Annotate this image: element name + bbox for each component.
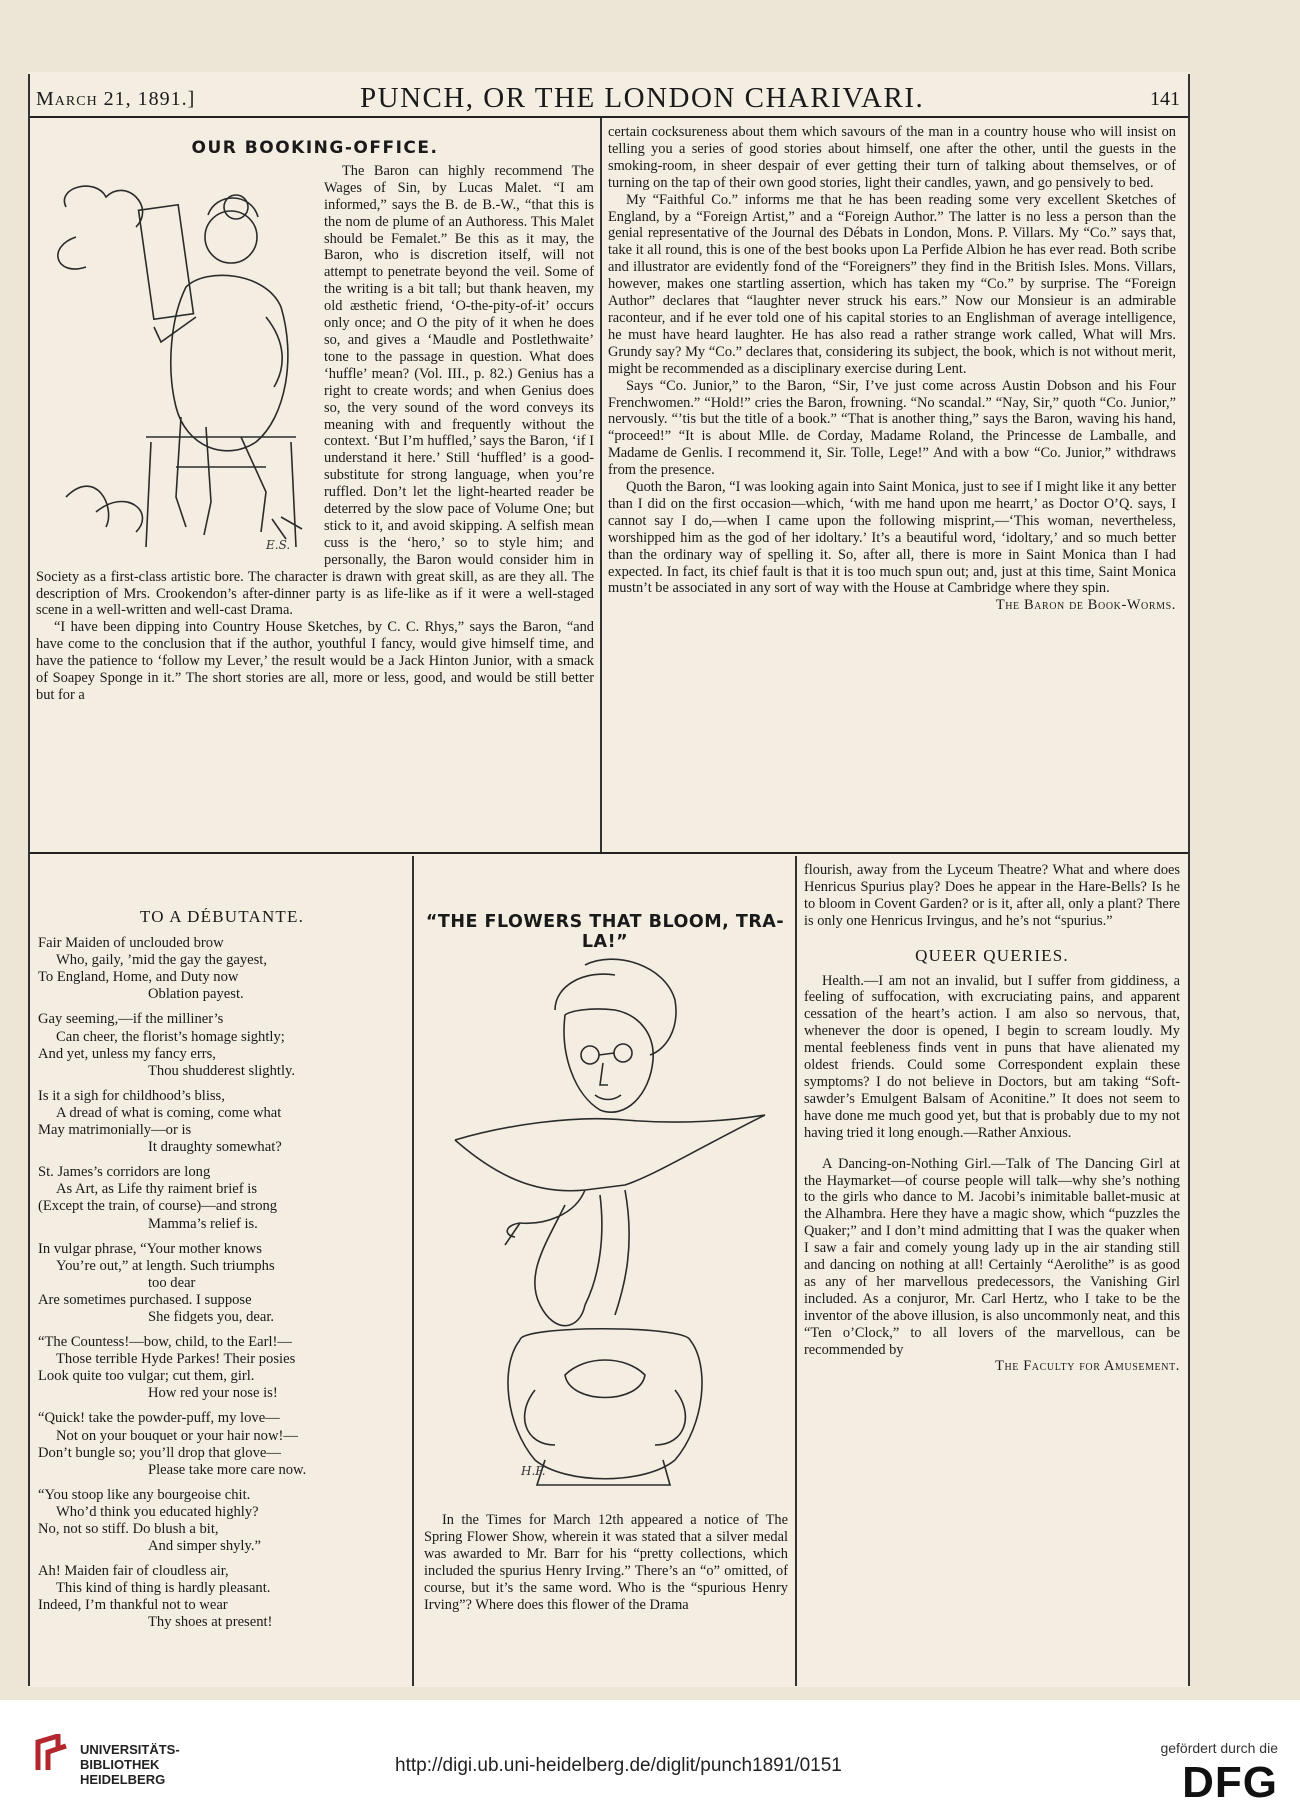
poem-stanza [38,1241,406,1326]
booking-office-heading: OUR BOOKING-OFFICE. [191,140,439,158]
header-date: March 21, 1891.] [36,88,196,110]
poem-stanza [38,1563,406,1631]
booking-paragraph-5: Says “Co. Junior,” to the Baron, “Sir, I’ve just come across Austin Dobson and his Four Frenchwomen.” “Hold!” cries the Baron, frowning. “No scandal.” “Nay, Sir,” quoth “Co. Junior,” nervously. “’tis but the title of a book.” “That is another thing,” says the Baron, waving his hand, “proceed!” “It is about Mlle. de Corday, Madame Roland, the Princesse de Lamballe, and Madame de Genlis. I recommend it, Sir. Tolle, Lege!” And with a bow “Co. Junior,” withdraws from the presence. [608,377,1176,479]
booking-paragraph-4: My “Faithful Co.” informs me that he has been reading some very excellent Sketches of England, by a “Foreign Artist,” and a “Foreign Author.” The latter is no less a person than the genial representative of the Journal des Débats in London, Mons. P. Villars. My “Co.” says that, take it all round, this is one of the best books upon La Perfide Albion he has ever read. Both scribe and illustrator are evidently fond of the “Foreigners” they find in the British Isles. Mons. Villars, however, makes one startling assertion, which has taken my “Co.” by surprise. The “Foreign Author” declares that “laughter never struck his ears.” Now our Monsieur is an admirable raconteur, and if he ever told one of his capital stories to an Englishman of average intelligence, he must have heard laughter. He has also read a rather strange work called, What will Mrs. Grundy say? My “Co.” declares that, considering its subject, the book, which is not without merit, might be recommended as a disciplinary exercise during Lent. [608,191,1176,377]
booking-paragraph-6: Quoth the Baron, “I was looking again into Saint Monica, just to see if I might like it any better than I did on the first occasion—which, ‘with me hand upon me hearrt,’ as Doctor O’Q. says, I cannot say I do,—when I came upon the following misprint,—‘This woman, nevertheless, worshipped him as the god of her idoltary.’ It’s a beautiful word, ‘idoltary,’ and so much better than the ordinary way of spelling it. So, after all, there is more in Saint Monica than I had expected. In fact, its chief fault is that it is too much spun out; and, just at this time, Saint Monica mustn’t be associated in any sort of way with the House at Cambridge where they spin. [608,479,1176,597]
poem-line: In vulgar phrase, “Your mother knows [38,1240,262,1257]
flowers-paragraph: In the Times for March 12th appeared a notice of The Spring Flower Show, wherein it was stated that a silver medal was awarded to Mr. Barr for his “pretty collections, which included the spurius Henry Irving.” There’s an “o” omitted, of course, but it’s the same word. Who is the “spurious Henry Irving”? Where does this flower of the Drama [424,1512,788,1613]
poem-line: It draughty somewhat? [148,1139,282,1156]
booking-paragraph-3: certain cocksureness about them which savours of the man in a country house who will insist on telling you a series of good stories about himself, one after the other, until the guests in the smoking-room, in sheer despair of ever getting their turn of talking about themselves, or of turning on the tap of their own good stories, light their candles, yawn, and go pensively to bed. [608,124,1176,191]
poem-line: Who, gaily, ’mid the gay the gayest, [56,952,268,969]
poem-line: Those terrible Hyde Parkes! Their posies [56,1351,296,1368]
booking-signature: The Baron de Book-Worms. [995,597,1176,614]
poem-line: Indeed, I’m thankful not to wear [38,1597,228,1614]
booking-paragraph-1: The Baron can highly recommend The Wages of Sin, by Lucas Malet. “I am informed,” says the B. de B.-W., “that this is the nom de plume of an Authoress. This Malet should be Femalet.” Be this as it may, the Baron, who is discretion itself, will not attempt to penetrate beyond the veil. Some of the writing is a bit tall; but thank heaven, my old æsthetic friend, ‘O-the-pity-of-it’ occurs only once; and O the pity of it when he does so, and gives a ‘Maudle and Postlethwaite’ tone to the passage in question. What does ‘huffle’ mean? (Vol. III., p. 82.) Genius has a right to create words; and when Genius does so, the very sound of the word conveys its meaning with and frequently without the context. ‘But I’m huffled,’ says the Baron, ‘if I understand it here.’ Still ‘huffled’ is a good-substitute for strong language, when you’re ruffled. Don’t let the light-hearted reader be deterred by the slow pace of Volume One; but stick to it, and avoid skipping. A selfish mean cuss is the ‘hero,’ so to style him; and personally, the Baron would consider him in Society as a first-class artistic bore. The character is drawn with great skill, as are they all. The description of Mrs. Crookendon’s after-dinner party is as life-like as if it were a well-staged scene in a well-written and well-cast Drama. [36,162,594,619]
queer-queries-heading: QUEER QUERIES. [915,945,1069,965]
poem-line: How red your nose is! [148,1385,278,1402]
poem-line: too dear [148,1274,196,1291]
poem-line: St. James’s corridors are long [38,1164,211,1181]
poem-stanza [38,1011,406,1079]
dfg-logo: DFG [1182,1758,1278,1807]
poem-line: She fidgets you, dear. [148,1308,275,1325]
poem-line: May matrimonially—or is [38,1122,192,1139]
poem-stanza [38,1410,406,1478]
right-rule [1188,74,1190,1686]
poem-stanza [38,1164,406,1232]
flowers-continuation: flourish, away from the Lyceum Theatre? What and where does Henricus Spurius play? Does he appear in the Hare-Bells? Is he to bloom in Covent Garden? or is it, after all, only a plant? There is only one Henricus Irvingus, and he’s not “spurius.” [804,862,1180,929]
queer-health: Health.—I am not an invalid, but I suffer from giddiness, a feeling of suffocation, with excruciating pains, and apparent cessation of the heart’s action. I am also so nervous, that, whenever the door is opened, I begin to scream loudly. My mental feebleness finds vent in puns that have alienated my oldest friends. Could some Correspondent explain these symptoms? I do not believe in Doctors, but am taking “Soft-sawder’s Emulgent Balsam of Aconitine.” It does not seem to have done me much good yet, but that is probably due to my not having tried it long enough.—Rather Anxious. [804,972,1180,1141]
flowers-caricature-illustration [425,945,787,1500]
poem-line: Gay seeming,—if the milliner’s [38,1011,224,1028]
poem-line: Don’t bungle so; you’ll drop that glove— [38,1444,281,1461]
section-divider [30,852,1188,854]
debutante-poem [38,908,406,1688]
poem-line: Look quite too vulgar; cut them, girl. [38,1368,255,1385]
flowers-artist-mark: H.F. [521,1464,546,1478]
poem-line: Who’d think you educated highly? [56,1503,259,1520]
poem-line: This kind of thing is hardly pleasant. [56,1580,271,1597]
poem-line: (Except the train, of course)—and strong [38,1198,278,1215]
debutante-title: TO A DÉBUTANTE. [139,908,305,926]
poem-line: No, not so stiff. Do blush a bit, [38,1521,219,1537]
poem-line: “You stoop like any bourgeoise chit. [38,1486,251,1503]
poem-line: “The Countess!—bow, child, to the Earl!— [38,1334,292,1351]
poem-line: Ah! Maiden fair of cloudless air, [38,1563,229,1580]
poem-line: Can cheer, the florist’s homage sightly; [56,1028,285,1045]
header-title: PUNCH, OR THE LONDON CHARIVARI. [360,82,925,114]
university-library-name [80,1742,180,1787]
left-rule [28,74,30,1686]
poem-line: “Quick! take the powder-puff, my love— [38,1410,280,1427]
poem-line: To England, Home, and Duty now [38,969,239,986]
page-number: 141 [1150,88,1180,110]
source-url-link[interactable]: http://digi.ub.uni-heidelberg.de/diglit/punch1891/0151 [395,1755,842,1776]
library-line-2: BIBLIOTHEK [80,1757,160,1772]
flowers-text-column [424,1512,788,1687]
poem-stanza [38,1088,406,1156]
debutante-stanzas [38,935,406,1631]
poem-stanza [38,1334,406,1402]
booking-office-right-column [608,124,1176,850]
digitization-footer [0,1700,1300,1807]
bottom-divider-left [412,856,414,1686]
poem-line: Are sometimes purchased. I suppose [38,1291,252,1308]
queer-dancing: A Dancing-on-Nothing Girl.—Talk of The Dancing Girl at the Haymarket—of course people will talk—why she’s nothing to the girls who dance to M. Jacobi’s inimitable ballet-music at the Alhambra. Here they have a magic show, which “puzzles the Quaker;” and I don’t mind admitting that I was the quaker when I saw a fair and comely young lady up in the air standing still and dancing on nothing at all! Certainly “Aerolithe” is as good as any of her marvellous predecessors, the Vanishing Girl included. As a conjuror, Mr. Carl Hertz, who I take to be the inventor of the above illusion, is also uncommonly neat, and this “Ten o’Clock,” to all lovers of the marvellous, can be recommended by [804,1155,1180,1358]
baron-reading-illustration [36,167,312,555]
poem-line: Please take more care now. [148,1461,307,1478]
poem-stanza [38,1487,406,1555]
poem-line: Oblation payest. [148,986,244,1003]
library-line-1: UNIVERSITÄTS- [80,1742,180,1757]
poem-stanza [38,935,406,1003]
poem-line: And simper shyly.” [148,1538,261,1555]
booking-office-left-column [36,140,594,852]
queer-queries-column [804,862,1180,1687]
poem-line: Thy shoes at present! [148,1614,273,1631]
library-line-3: HEIDELBERG [80,1772,166,1787]
poem-line: Is it a sigh for childhood’s bliss, [38,1087,225,1104]
svg-text:E.S.: E.S. [266,537,291,552]
flowers-heading: “THE FLOWERS THAT BLOOM, TRA-LA!” [425,912,785,952]
university-library-logo-icon [34,1734,72,1774]
poem-line: Thou shudderest slightly. [148,1062,296,1079]
poem-line: Mamma’s relief is. [148,1215,258,1232]
funding-caption: gefördert durch die [1160,1740,1278,1756]
poem-line: A dread of what is coming, come what [56,1104,282,1121]
poem-line: As Art, as Life thy raiment brief is [56,1181,258,1198]
page-header [30,82,1190,118]
poem-line: And yet, unless my fancy errs, [38,1045,216,1062]
poem-line: Fair Maiden of unclouded brow [38,935,224,952]
poem-line: You’re out,” at length. Such triumphs [56,1257,275,1274]
bottom-divider-right [795,856,797,1686]
booking-paragraph-2: “I have been dipping into Country House Sketches, by C. C. Rhys,” says the Baron, “and have come to the conclusion that if the author, youthful I fancy, would give himself time, and have the patience to ‘follow my Lever,’ the result would be a Jack Hinton Junior, with a smack of Soapey Sponge in it.” The short stories are all, more or less, good, and would be still better but for a [36,619,594,703]
top-column-divider [600,118,602,852]
poem-line: Not on your bouquet or your hair now!— [56,1427,298,1444]
queer-signature: The Faculty for Amusement. [995,1358,1180,1375]
